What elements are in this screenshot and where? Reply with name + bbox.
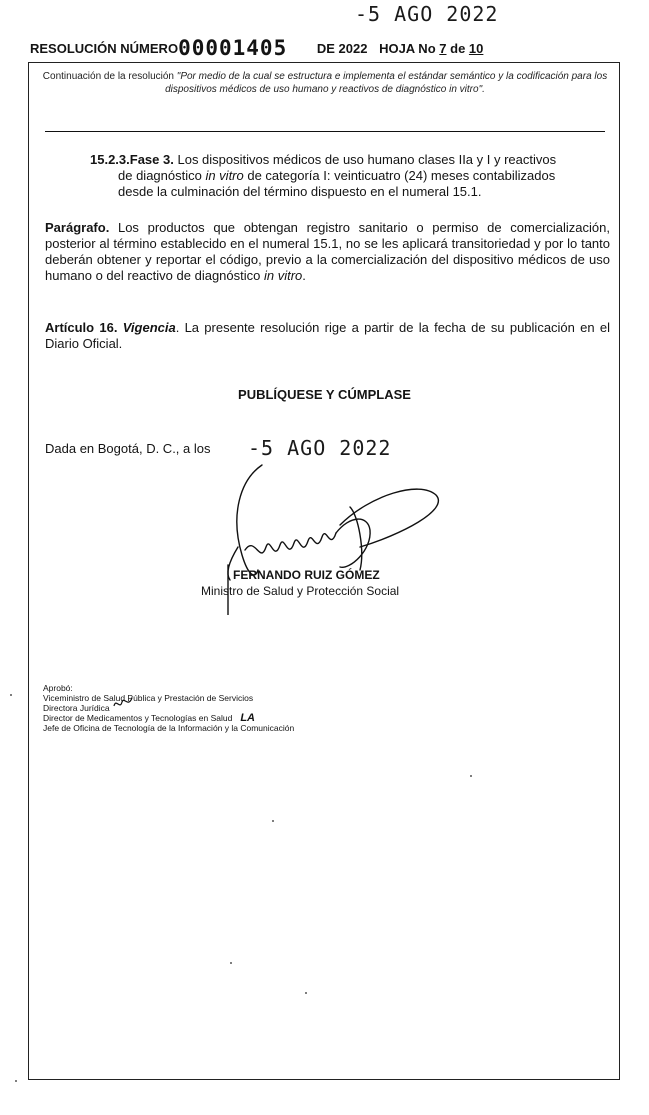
approvals-block	[43, 683, 294, 733]
fase-number: 15.2.3.	[90, 152, 130, 167]
page-of: de	[450, 41, 466, 56]
articulo-16	[45, 320, 610, 352]
stamp-date-2: -5 AGO 2022	[248, 436, 392, 460]
approval-line-2: Directora Jurídica	[43, 703, 110, 713]
articulo-subtitle: Vigencia	[122, 320, 176, 335]
continuation-title: "Por medio de la cual se estructura e implementa el estándar semántico y la codificación para los dispositivos médicos de uso humano y reactivos de diagnóstico in vitro".	[165, 71, 608, 95]
paragrafo-title: Parágrafo.	[45, 220, 110, 235]
scan-speck	[230, 962, 232, 964]
approval-initials: LA	[240, 712, 255, 724]
resolution-year: DE 2022	[316, 41, 368, 56]
paragrafo-text: Los productos que obtengan registro sanitario o permiso de comercialización, posterior al término establecido en el numeral 15.1, no se les aplicará transitoriedad y por lo tanto deberán obtener y reportar el código, previo a la comercialización del dispositivo médicos de uso humano o del reactivo de diagnóstico	[45, 220, 610, 283]
fase-line2-post: de categoría I: veinticuatro (24) meses contabilizados	[243, 168, 556, 183]
paragrafo	[45, 220, 610, 284]
fase-line3: desde la culminación del término dispuesto en el numeral 15.1.	[118, 184, 482, 199]
resolution-header	[30, 34, 630, 58]
dada-text: Dada en Bogotá, D. C., a los	[45, 441, 211, 456]
approval-line-3: Director de Medicamentos y Tecnologías en Salud	[43, 713, 233, 723]
scan-speck	[305, 992, 307, 994]
continuation-note	[36, 70, 614, 96]
fase-3-paragraph	[90, 152, 610, 200]
approval-scribble	[112, 694, 134, 712]
fase-line1: Los dispositivos médicos de uso humano clases IIa y I y reactivos	[177, 152, 557, 167]
page-label: HOJA No	[379, 41, 436, 56]
approval-line-1: Viceministro de Salud Pública y Prestación de Servicios	[43, 693, 254, 703]
paragrafo-em: in vitro	[263, 268, 303, 283]
signer-name: FERNANDO RUIZ GÓMEZ	[233, 568, 380, 582]
signer-role: Ministro de Salud y Protección Social	[201, 584, 400, 598]
paragrafo-end: .	[302, 268, 306, 283]
approvals-label: Aprobó:	[43, 683, 73, 693]
articulo-title: Artículo 16.	[45, 320, 118, 335]
fase-title: Fase 3.	[129, 152, 174, 167]
scan-speck	[272, 820, 274, 822]
scan-speck	[10, 694, 12, 696]
articulo-text: . La presente resolución rige a partir de la fecha de su publicación en el Diario Oficial.	[45, 320, 610, 351]
page-number: 7	[439, 41, 447, 56]
closing-title: PUBLÍQUESE Y CÚMPLASE	[238, 387, 411, 402]
scan-speck	[470, 775, 472, 777]
scan-speck	[15, 1080, 17, 1082]
stamp-date: -5 AGO 2022	[355, 2, 499, 26]
resolution-number: 00001405	[178, 36, 288, 60]
fase-line2-pre: de diagnóstico	[118, 168, 206, 183]
continuation-prefix: Continuación de la resolución	[42, 71, 177, 82]
page-total: 10	[468, 41, 484, 56]
fase-line2-em: in vitro	[205, 168, 244, 183]
resolution-label: RESOLUCIÓN NÚMERO	[30, 41, 179, 56]
approval-line-4: Jefe de Oficina de Tecnología de la Información y la Comunicación	[43, 723, 295, 733]
header-divider	[45, 131, 605, 132]
